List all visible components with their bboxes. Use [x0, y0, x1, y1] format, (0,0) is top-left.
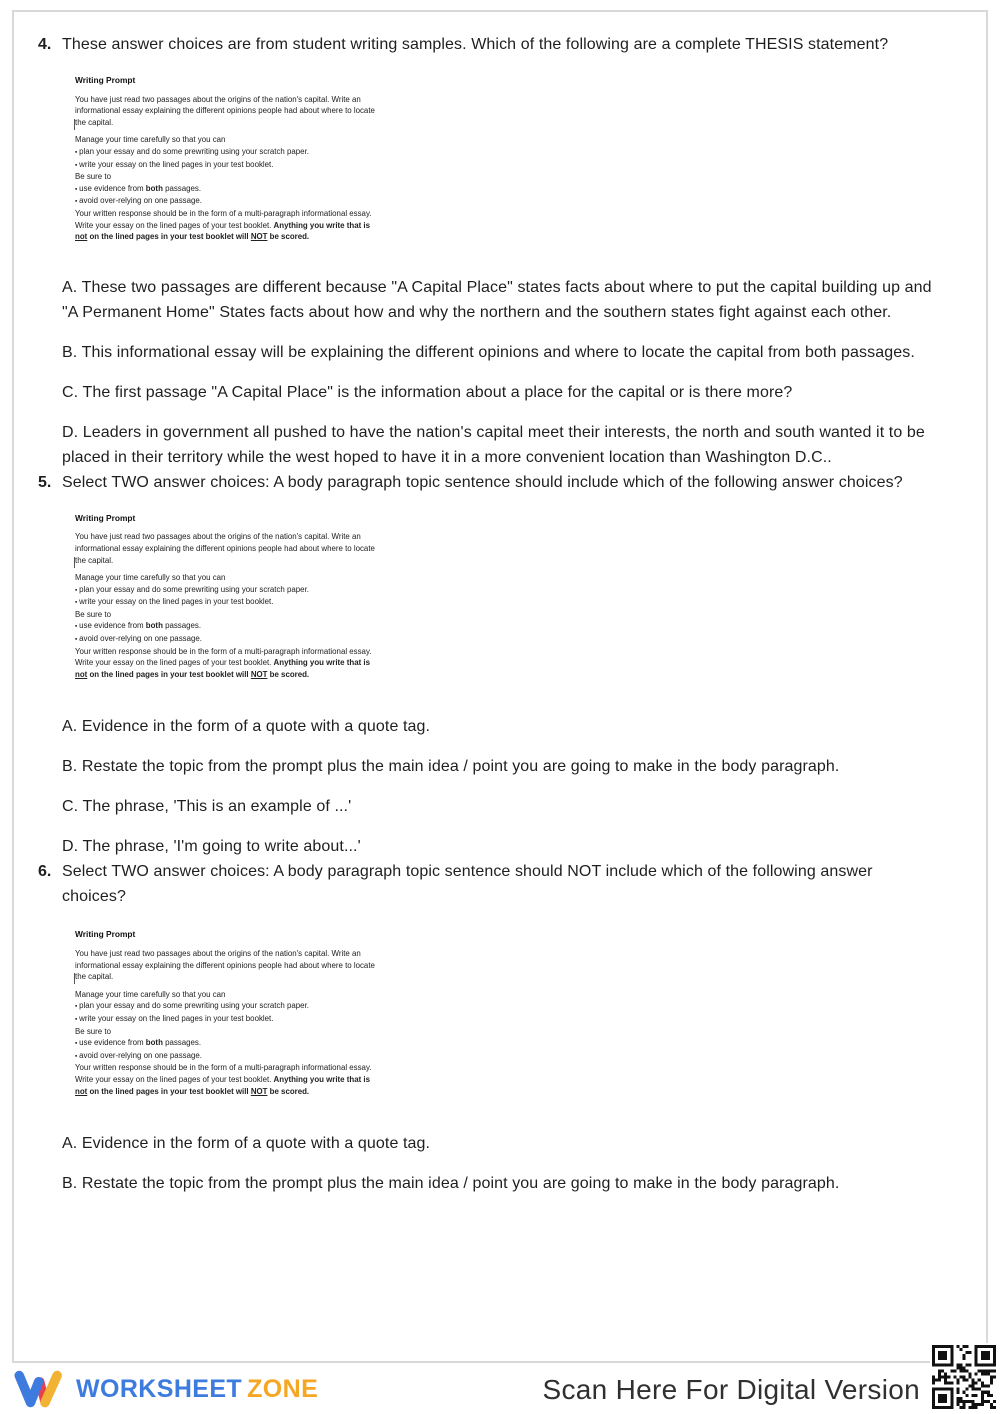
- prompt-line: Manage your time carefully so that you can: [75, 989, 226, 999]
- prompt-line: Be sure to: [75, 172, 111, 182]
- prompt-line: Manage your time carefully so that you can: [75, 573, 226, 583]
- writing-prompt-image: [75, 513, 384, 681]
- question-number: 6.: [38, 863, 52, 881]
- prompt-line: Your written response should be in the form of a multi-paragraph informational essay.: [75, 1063, 372, 1073]
- prompt-bullet: ▪ write your essay on the lined pages in your test booklet.: [75, 1013, 384, 1026]
- content-border-box: [12, 10, 988, 1363]
- cursor-artifact: [74, 973, 75, 984]
- answer-choice-b: B. Restate the topic from the prompt plus the main idea / point you are going to make in the body paragraph.: [62, 1175, 840, 1193]
- cursor-artifact: [74, 557, 75, 568]
- answer-choice-a: A. Evidence in the form of a quote with a quote tag.: [62, 1135, 431, 1153]
- question-text: Select TWO answer choices: A body paragraph topic sentence should NOT include which of the following answer choices?: [62, 863, 873, 906]
- answer-choice-c: C. The first passage "A Capital Place" is the information about a place for the capital or is there more?: [62, 383, 793, 401]
- prompt-title: Writing Prompt: [75, 75, 136, 85]
- prompt-line: Be sure to: [75, 1026, 111, 1036]
- prompt-bullet: ▪ use evidence from both passages.: [75, 620, 384, 633]
- prompt-line: Write your essay on the lined pages of your test booklet. Anything you write that is not on the lined pages in your test booklet will NOT be scored.: [75, 658, 370, 679]
- answer-choice-d: D. The phrase, 'I'm going to write about...': [62, 838, 361, 856]
- worksheetzone-logo-text: WORKSHEET ZONE: [76, 1374, 319, 1403]
- prompt-line: Your written response should be in the form of a multi-paragraph informational essay.: [75, 208, 372, 218]
- prompt-bullet: ▪ use evidence from both passages.: [75, 183, 384, 196]
- prompt-bullet: ▪ plan your essay and do some prewriting using your scratch paper.: [75, 1000, 384, 1013]
- writing-prompt-image: [75, 75, 384, 243]
- writing-prompt-image: [75, 929, 384, 1097]
- qr-code: [930, 1343, 998, 1411]
- prompt-bullet: ▪ plan your essay and do some prewriting using your scratch paper.: [75, 146, 384, 159]
- footer: [0, 1364, 1000, 1414]
- answer-choice-c: C. The phrase, 'This is an example of ...': [62, 798, 352, 816]
- prompt-line: Write your essay on the lined pages of your test booklet. Anything you write that is not on the lined pages in your test booklet will NOT be scored.: [75, 220, 370, 242]
- question-5: [38, 470, 946, 860]
- prompt-title: Writing Prompt: [75, 929, 136, 940]
- answer-choice-b: B. This informational essay will be explaining the different opinions and where to locate the capital from both passages.: [62, 343, 915, 361]
- prompt-bullet: ▪ plan your essay and do some prewriting using your scratch paper.: [75, 584, 384, 597]
- question-text: These answer choices are from student writing samples. Which of the following are a complete THESIS statement?: [62, 36, 889, 53]
- worksheetzone-logo[interactable]: [12, 1366, 318, 1412]
- prompt-intro: You have just read two passages about the origins of the nation's capital. Write an informational essay explaining the different opinions people had about where to locate the capital.: [75, 94, 375, 127]
- prompt-bullet: ▪ avoid over-relying on one passage.: [75, 633, 384, 646]
- cursor-artifact: [74, 119, 75, 130]
- prompt-bullet: ▪ use evidence from both passages.: [75, 1037, 384, 1050]
- question-number: 4.: [38, 36, 52, 53]
- worksheetzone-logo-icon: [12, 1366, 68, 1412]
- qr-code-svg: [932, 1345, 996, 1409]
- prompt-bullet: ▪ avoid over-relying on one passage.: [75, 1050, 384, 1063]
- answer-choice-d: D. Leaders in government all pushed to have the nation's capital meet their interests, the north and south wanted it to be placed in their territory while the west hoped to have it in a more convenient location than Washington D.C..: [62, 423, 925, 466]
- prompt-line: Manage your time carefully so that you can: [75, 135, 226, 145]
- prompt-intro: You have just read two passages about the origins of the nation's capital. Write an informational essay explaining the different opinions people had about where to locate the capital.: [75, 949, 375, 982]
- scan-here-text: Scan Here For Digital Version: [542, 1374, 920, 1405]
- answer-choices: [62, 275, 946, 470]
- answer-choices: [62, 714, 946, 859]
- prompt-title: Writing Prompt: [75, 512, 136, 523]
- prompt-line: Write your essay on the lined pages of your test booklet. Anything you write that is not on the lined pages in your test booklet will NOT be scored.: [75, 1074, 370, 1096]
- prompt-line: Be sure to: [75, 609, 111, 619]
- answer-choice-a: A. Evidence in the form of a quote with a quote tag.: [62, 718, 431, 736]
- prompt-bullet: ▪ write your essay on the lined pages in your test booklet.: [75, 596, 384, 609]
- question-6: [38, 859, 946, 1196]
- prompt-bullet: ▪ write your essay on the lined pages in your test booklet.: [75, 159, 384, 172]
- question-text: Select TWO answer choices: A body paragraph topic sentence should include which of the following answer choices?: [62, 473, 903, 491]
- answer-choices: [62, 1131, 946, 1196]
- prompt-bullet: ▪ avoid over-relying on one passage.: [75, 195, 384, 208]
- question-number: 5.: [38, 473, 52, 491]
- prompt-line: Your written response should be in the form of a multi-paragraph informational essay.: [75, 646, 372, 656]
- question-4: [38, 32, 946, 470]
- answer-choice-a: A. These two passages are different because "A Capital Place" states facts about where to put the capital building up and "A Permanent Home" States facts about how and why the northern and the southern states fight against each other.: [62, 278, 932, 321]
- prompt-intro: You have just read two passages about the origins of the nation's capital. Write an informational essay explaining the different opinions people had about where to locate the capital.: [75, 532, 375, 565]
- answer-choice-b: B. Restate the topic from the prompt plus the main idea / point you are going to make in the body paragraph.: [62, 758, 840, 776]
